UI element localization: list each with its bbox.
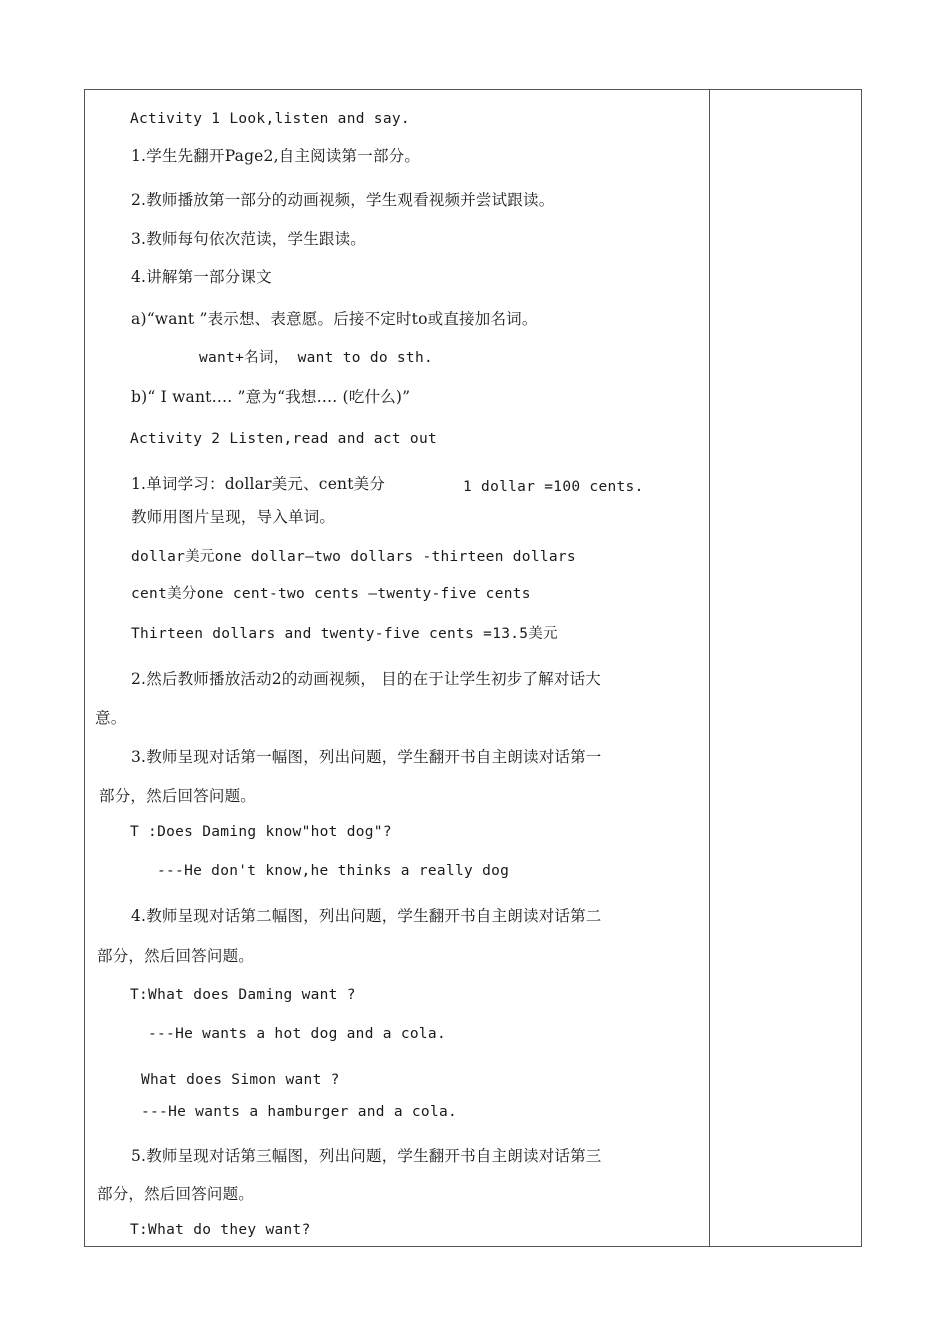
step-2-3-cont: 部分，然后回答问题。 xyxy=(99,787,257,805)
answer-2: ---He wants a hot dog and a cola. xyxy=(148,1026,446,1042)
step-2-5: 5.教师呈现对话第三幅图，列出问题，学生翻开书自主朗读对话第三 xyxy=(131,1147,602,1165)
step-2-2-cont: 意。 xyxy=(95,709,127,727)
cent-examples: cent美分one cent-two cents —twenty-five cents xyxy=(131,586,531,602)
note-a: a)“want ”表示想、表意愿。后接不定时to或直接加名词。 xyxy=(131,310,538,328)
step-1-1: 1.学生先翻开Page2,自主阅读第一部分。 xyxy=(131,147,421,165)
step-1-2: 2.教师播放第一部分的动画视频，学生观看视频并尝试跟读。 xyxy=(131,191,555,209)
question-4: T:What do they want? xyxy=(130,1222,311,1238)
column-divider xyxy=(709,90,710,1246)
step-2-2: 2.然后教师播放活动2的动画视频， 目的在于让学生初步了解对话大 xyxy=(131,670,601,688)
step-2-1-detail: 教师用图片呈现，导入单词。 xyxy=(131,508,336,526)
step-2-3: 3.教师呈现对话第一幅图，列出问题，学生翻开书自主朗读对话第一 xyxy=(131,748,602,766)
dollar-examples: dollar美元one dollar—two dollars -thirteen dollars xyxy=(131,549,576,565)
step-2-4-cont: 部分，然后回答问题。 xyxy=(97,947,255,965)
amount-example: Thirteen dollars and twenty-five cents =13.5美元 xyxy=(131,626,558,642)
question-1: T :Does Daming know"hot dog"? xyxy=(130,824,392,840)
step-1-4: 4.讲解第一部分课文 xyxy=(131,268,272,286)
note-a-pattern: want+名词， want to do sth. xyxy=(199,350,434,366)
answer-1: ---He don't know,he thinks a really dog xyxy=(157,863,510,879)
activity-2-heading: Activity 2 Listen,read and act out xyxy=(130,431,438,447)
answer-3: ---He wants a hamburger and a cola. xyxy=(141,1104,458,1120)
note-b: b)“ I want…. ”意为“我想…. (吃什么)” xyxy=(131,388,411,406)
dollar-cents-equation: 1 dollar =100 cents. xyxy=(463,479,644,495)
step-2-5-cont: 部分，然后回答问题。 xyxy=(97,1185,255,1203)
step-2-4: 4.教师呈现对话第二幅图，列出问题，学生翻开书自主朗读对话第二 xyxy=(131,907,602,925)
activity-1-heading: Activity 1 Look,listen and say. xyxy=(130,111,410,127)
question-3: What does Simon want ? xyxy=(141,1072,340,1088)
step-1-3: 3.教师每句依次范读，学生跟读。 xyxy=(131,230,366,248)
step-2-1: 1.单词学习：dollar美元、cent美分 xyxy=(131,475,386,493)
question-2: T:What does Daming want ? xyxy=(130,987,356,1003)
